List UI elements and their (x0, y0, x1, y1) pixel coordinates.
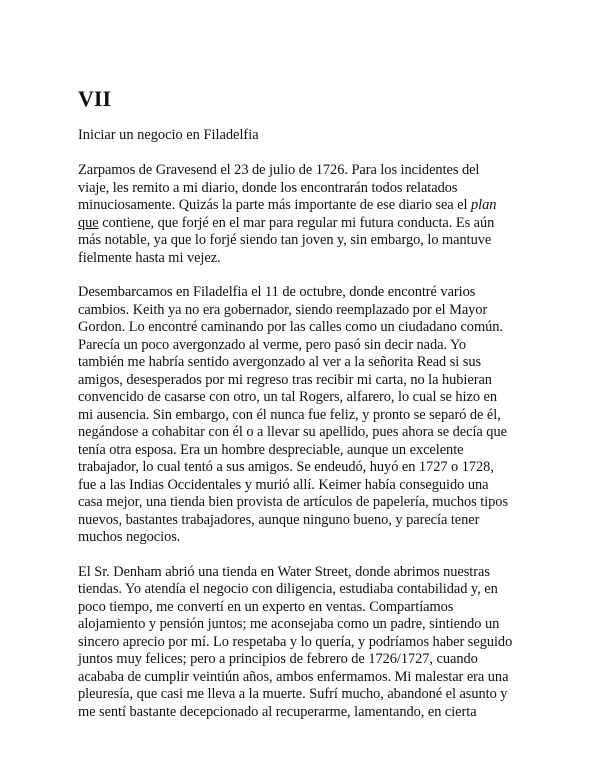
paragraph-line: cambios. Keith ya no era gobernador, siendo reemplazado por el Mayor (78, 301, 488, 318)
paragraph-line: alojamiento y pensión juntos; me aconsejaba como un padre, sintiendo un (78, 616, 500, 632)
chapter-number: VII (78, 86, 112, 111)
paragraph-line: amigos, desesperados por mi regreso tras recibir mi carta, no la hubieran (78, 371, 492, 388)
paragraph-line: Gordon. Lo encontré caminando por las calles como un ciudadano común. (78, 319, 503, 335)
paragraph-line: más notable, ya que lo forjé siendo tan joven y, sin embargo, lo mantuve (78, 232, 492, 248)
text-run: contiene, que forjé en el mar para regular mi futura conducta. Es aún (98, 214, 495, 231)
paragraph-line: negándose a cohabitar con él o a llevar su apellido, pues ahora se decía que (78, 424, 507, 440)
paragraph-line: acababa de cumplir veintiún años, ambos enfermamos. Mi malestar era una (78, 668, 509, 685)
paragraph-line: tenía otra esposa. Era un hombre despreciable, aunque un excelente (78, 441, 464, 458)
paragraph-line: tiendas. Yo atendía el negocio con diligencia, estudiaba contabilidad y, en (78, 581, 498, 597)
paragraph-line: casa mejor, una tienda bien provista de artículos de papelería, muchos tipos (78, 494, 508, 510)
paragraph-line: poco tiempo, me convertí en un experto en ventas. Compartíamos (78, 598, 454, 615)
paragraph-line: sincero aprecio por mí. Lo respetaba y lo quería, y podríamos haber seguido (78, 633, 513, 650)
paragraph-3 (78, 564, 542, 722)
paragraph-2 (78, 284, 542, 547)
paragraph-line: fue a las Indias Occidentales y murió allí. Keimer había conseguido una (78, 476, 489, 493)
paragraph-line: trabajador, lo cual tentó a sus amigos. Se endeudó, huyó en 1727 o 1728, (78, 459, 494, 475)
paragraph-line: pleuresía, que casi me lleva a la muerte. Sufrí mucho, abandoné el asunto y (78, 686, 508, 702)
paragraph-line: mi ausencia. Sin embargo, con él nunca fue feliz, y pronto se separó de él, (78, 406, 501, 423)
italic-word-plan: plan (471, 197, 497, 213)
paragraph-line: Desembarcamos en Filadelfia el 11 de octubre, donde encontré varios (78, 284, 476, 300)
paragraph-line: convencido de casarse con otro, un tal Rogers, alfarero, lo cual se hizo en (78, 389, 498, 405)
text-run: minuciosamente. Quizás la parte más importante de ese diario sea el (78, 197, 471, 213)
paragraph-line: viaje, les remito a mi diario, donde los encontrarán todos relatados (78, 179, 458, 196)
paragraph-line: juntos muy felices; pero a principios de febrero de 1726/1727, cuando (78, 651, 478, 667)
paragraph-line: fielmente hasta mi vejez. (78, 249, 221, 266)
paragraph-line: nuevos, bastantes trabajadores, aunque ninguno bueno, y parecía tener (78, 511, 480, 528)
paragraph-line: Parecía un poco avergonzado al verme, pero pasó sin decir nada. Yo (78, 336, 467, 353)
paragraph-line: Zarpamos de Gravesend el 23 de julio de 1726. Para los incidentes del (78, 162, 480, 178)
paragraph-1 (78, 162, 542, 267)
paragraph-line: El Sr. Denham abrió una tienda en Water Street, donde abrimos nuestras (78, 563, 490, 580)
paragraph-line (78, 215, 542, 233)
paragraph-line: me sentí bastante decepcionado al recuperarme, lamentando, en cierta (78, 703, 477, 720)
chapter-title: Iniciar un negocio en Filadelfia (78, 127, 259, 143)
paragraph-line: muchos negocios. (78, 529, 181, 545)
underlined-word-que: que (78, 214, 99, 231)
paragraph-line: también me habría sentido avergonzado al ver a la señorita Read si sus (78, 354, 482, 370)
paragraph-line (78, 197, 542, 215)
